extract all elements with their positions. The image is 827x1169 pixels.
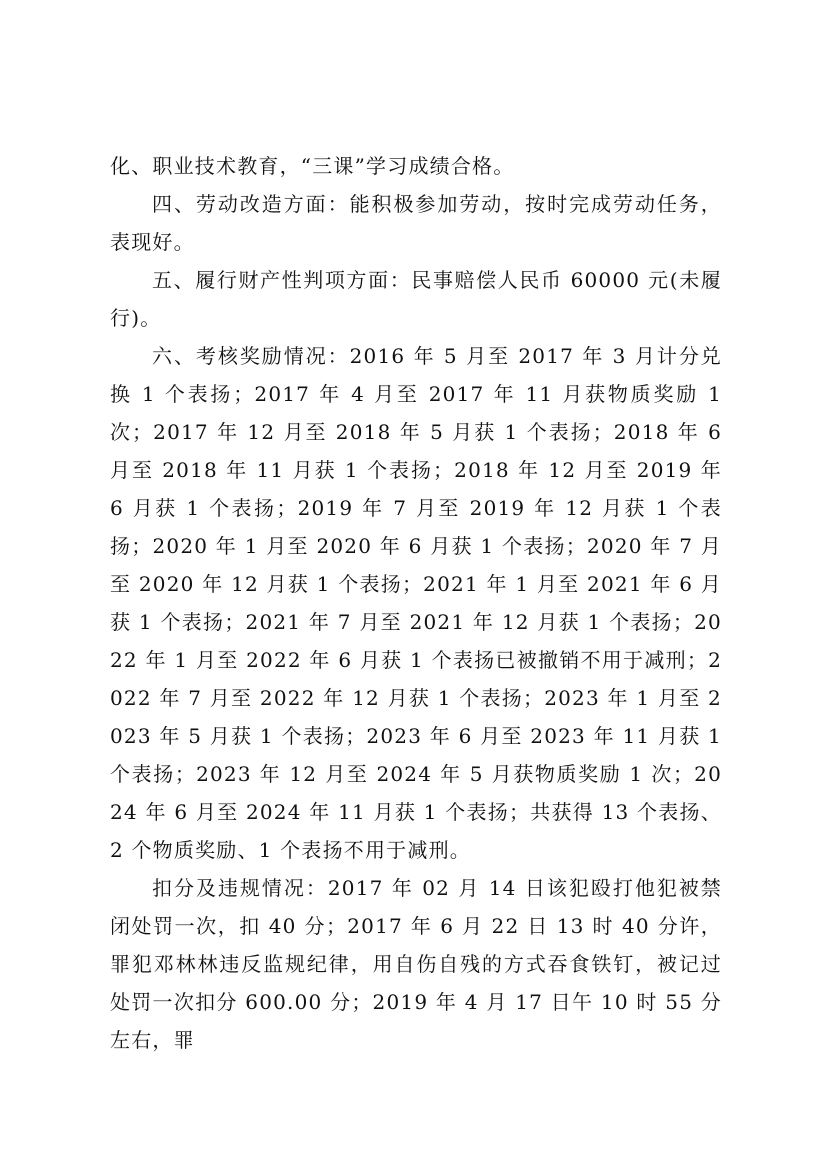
paragraph-deductions-violations: 扣分及违规情况：2017 年 02 月 14 日该犯殴打他犯被禁闭处罚一次，扣 40 分；2017 年 6 月 22 日 13 时 40 分许，罪犯邓林林违反监规纪律，用自伤自残的方式吞食铁钉，被记过处罚一次扣分 600.00 分；2019 年 4 月 17 日午 10 时 55 分左右，罪 — [110, 876, 722, 1052]
document-body — [110, 147, 722, 1059]
paragraph-property-judgment: 五、履行财产性判项方面：民事赔偿人民币 60000 元(未履行)。 — [110, 268, 722, 330]
paragraph-labor-reform: 四、劳动改造方面：能积极参加劳动，按时完成劳动任务，表现好。 — [110, 192, 722, 254]
paragraph-rewards: 六、考核奖励情况：2016 年 5 月至 2017 年 3 月计分兑换 1 个表扬；2017 年 4 月至 2017 年 11 月获物质奖励 1 次；2017 年 12 月至 2018 年 5 月获 1 个表扬；2018 年 6 月至 2018 年 11 月获 1 个表扬；2018 年 12 月至 2019 年 6 月获 1 个表扬；2019 年 7 月至 2019 年 12 月获 1 个表扬；2020 年 1 月至 2020 年 6 月获 1 个表扬；2020 年 7 月至 2020 年 12 月获 1 个表扬；2021 年 1 月至 2021 年 6 月获 1 个表扬；2021 年 7 月至 2021 年 12 月获 1 个表扬；2022 年 1 月至 2022 年 6 月获 1 个表扬已被撤销不用于减刑；2022 年 7 月至 2022 年 12 月获 1 个表扬；2023 年 1 月至 2023 年 5 月获 1 个表扬；2023 年 6 月至 2023 年 11 月获 1 个表扬；2023 年 12 月至 2024 年 5 月获物质奖励 1 次；2024 年 6 月至 2024 年 11 月获 1 个表扬；共获得 13 个表扬、2 个物质奖励、1 个表扬不用于减刑。 — [110, 344, 722, 862]
paragraph-continuation: 化、职业技术教育，“三课”学习成绩合格。 — [110, 154, 515, 178]
